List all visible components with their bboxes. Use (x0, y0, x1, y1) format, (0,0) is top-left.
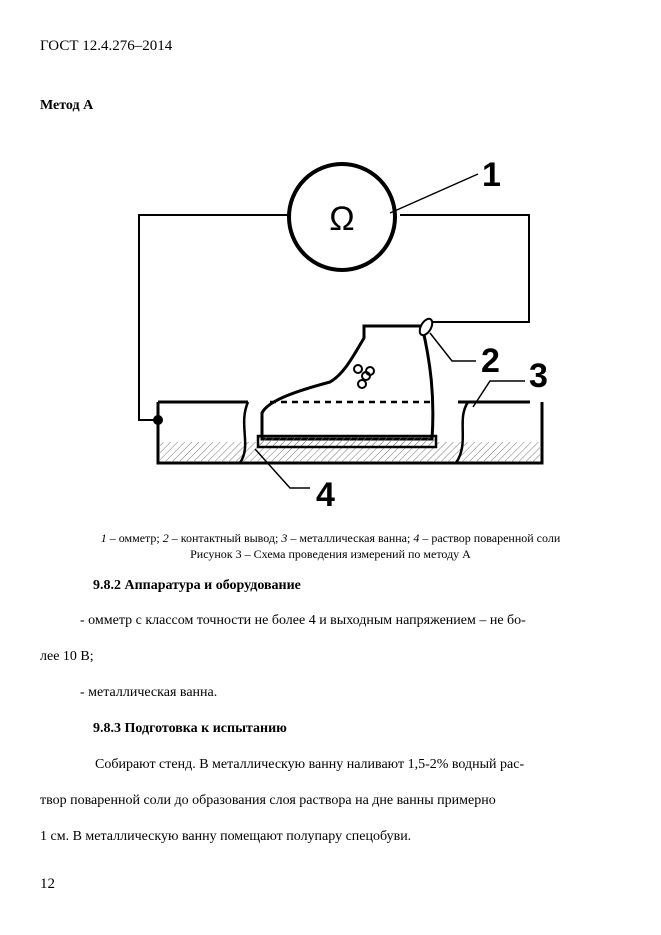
page-number: 12 (40, 876, 55, 892)
figure-caption: Рисунок 3 – Схема проведения измерений по методу А (190, 547, 471, 561)
circuit-wire-right (400, 215, 529, 322)
document-header: ГОСТ 12.4.276–2014 (40, 38, 173, 54)
section-982-title: 9.8.2 Аппаратура и оборудование (93, 578, 301, 593)
paragraph-line: лее 10 В; (40, 649, 94, 664)
callout-3: 3 (529, 357, 548, 395)
paragraph-line: 1 см. В металлическую ванну помещают полупару спецобуви. (40, 829, 412, 844)
contact-terminal (417, 317, 435, 338)
callout-2: 2 (481, 342, 500, 380)
paragraph-line: - металлическая ванна. (80, 685, 218, 700)
figure-legend: 1 – омметр; 2 – контактный вывод; 3 – металлическая ванна; 4 – раствор поваренной соли (100, 531, 561, 545)
method-title: Метод А (40, 98, 94, 113)
ohm-symbol: Ω (329, 200, 355, 238)
boot-outline (262, 326, 433, 439)
callout-1: 1 (482, 156, 501, 194)
paragraph-line: твор поваренной соли до образования слоя раствора на дне ванны примерно (40, 793, 496, 808)
section-983-title: 9.8.3 Подготовка к испытанию (93, 721, 287, 736)
paragraph-line: Собирают стенд. В металлическую ванну наливают 1,5-2% водный рас- (95, 757, 525, 772)
contact-plate (258, 436, 436, 447)
measurement-diagram (130, 150, 560, 520)
paragraph-line: - омметр с классом точности не более 4 и выходным напряжением – не бо- (80, 613, 526, 628)
callout-4: 4 (316, 476, 335, 514)
circuit-wire (139, 215, 288, 420)
